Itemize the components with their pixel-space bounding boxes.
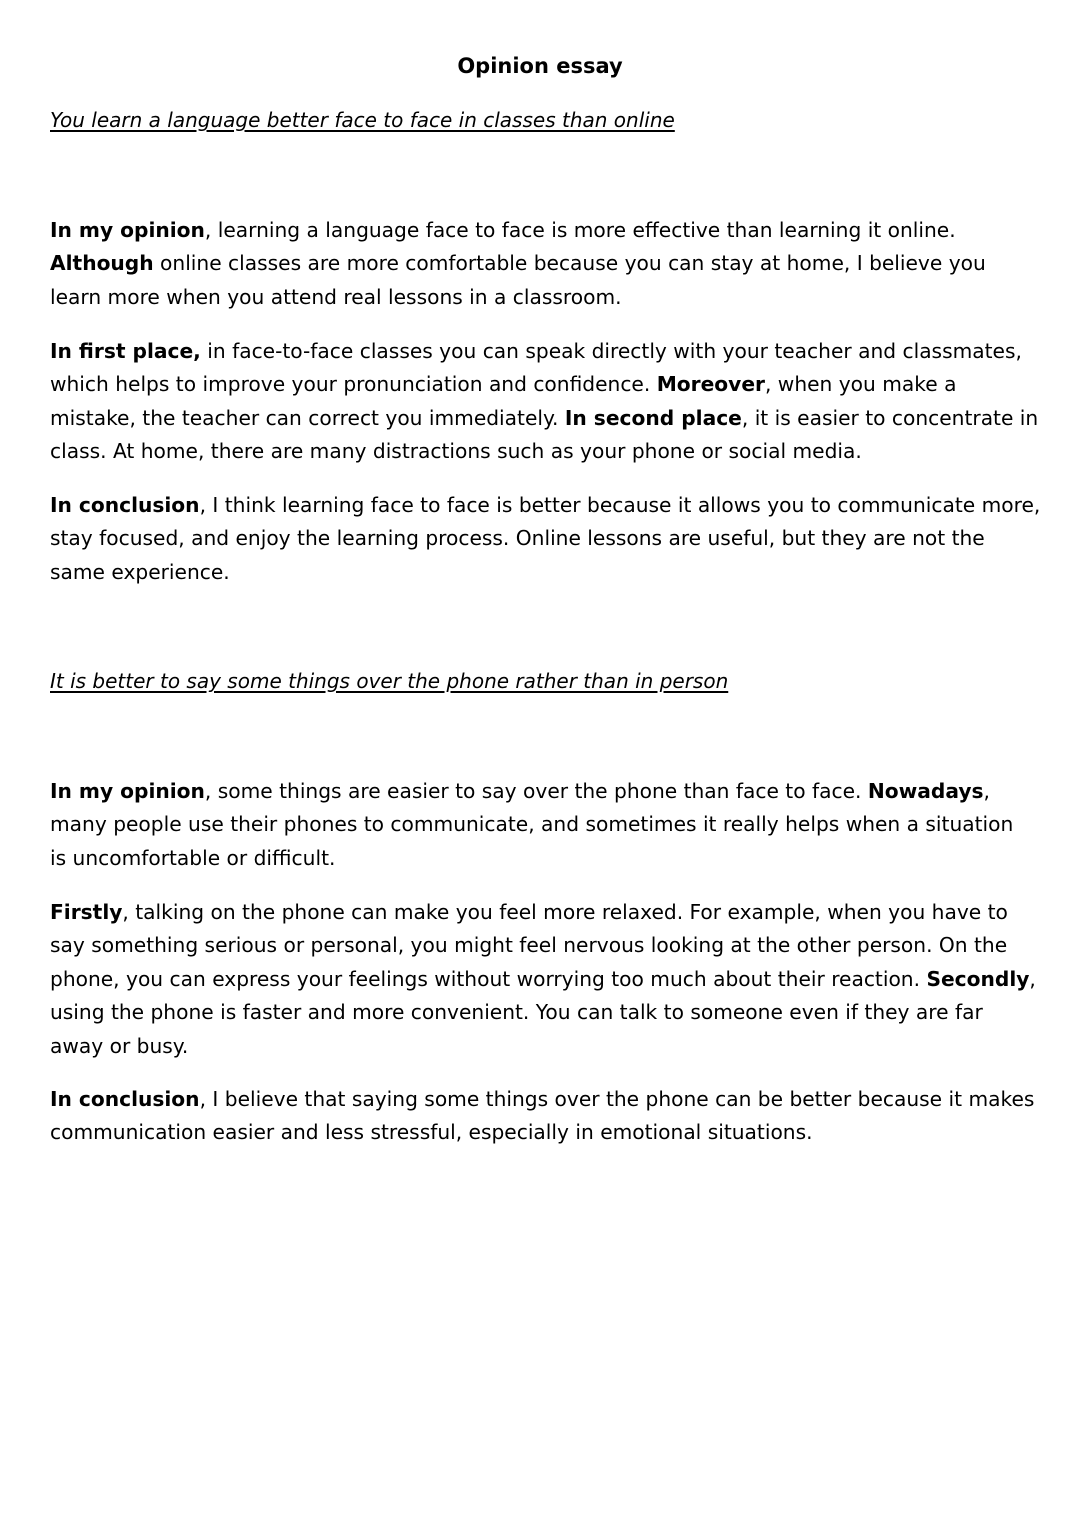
- text-line: [50, 1116, 1035, 1149]
- text-line: [50, 1083, 1035, 1116]
- text-line: [50, 368, 1035, 401]
- text-line: [50, 214, 1035, 247]
- line-text: , it is easier to concentrate in: [741, 405, 1039, 430]
- document-title: Opinion essay: [457, 54, 623, 78]
- bold-phrase: Secondly: [926, 966, 1030, 991]
- line-text: , talking on the phone can make you feel more relaxed. For example, when you have to: [122, 900, 1008, 924]
- text-line: [50, 281, 1035, 314]
- line-text: in face-to-face classes you can speak directly with your teacher and classmates,: [200, 339, 1022, 363]
- line-text: using the phone is faster and more convenient. You can talk to someone even if they are far: [50, 1000, 983, 1025]
- bold-phrase: Moreover: [656, 372, 765, 397]
- essay-1-paragraph-2: [50, 335, 1039, 469]
- text-line: [50, 1030, 1035, 1063]
- essay-1-prompt: You learn a language better face to face in classes than online: [50, 108, 675, 132]
- line-text: communication easier and less stressful, especially in emotional situations.: [50, 1120, 813, 1145]
- bold-phrase: Nowadays: [867, 779, 984, 803]
- line-text: class. At home, there are many distractions such as your phone or social media.: [50, 439, 862, 464]
- line-text: same experience.: [50, 559, 230, 584]
- text-line: [50, 775, 1035, 808]
- text-line: [50, 522, 1035, 555]
- line-text: many people use their phones to communicate, and sometimes it really helps when a situation: [50, 812, 1014, 837]
- text-line: [50, 896, 1035, 929]
- text-line: [50, 996, 1035, 1029]
- text-line: [50, 842, 1035, 875]
- bold-phrase: In conclusion: [50, 1087, 200, 1111]
- line-text: , learning a language face to face is more effective than learning it online.: [204, 218, 956, 242]
- text-line: [50, 402, 1039, 435]
- line-text: ,: [1029, 966, 1036, 991]
- essay-1-paragraph-3: [50, 489, 1041, 589]
- line-text: , I believe that saying some things over the phone can be better because it makes: [199, 1087, 1035, 1111]
- bold-phrase: In conclusion: [50, 493, 200, 517]
- line-text: say something serious or personal, you might feel nervous looking at the other person. On the: [50, 933, 1008, 958]
- text-line: [50, 335, 1035, 368]
- line-text: away or busy.: [50, 1033, 189, 1058]
- line-text: learn more when you attend real lessons in a classroom.: [50, 284, 622, 309]
- line-text: is uncomfortable or difficult.: [50, 845, 336, 870]
- text-line: [50, 808, 1035, 841]
- essay-2-paragraph-2: [50, 896, 1035, 1063]
- line-text: ,: [983, 779, 990, 803]
- line-text: , when you make a: [764, 372, 957, 397]
- essay-2-paragraph-1: [50, 775, 1035, 875]
- line-text: stay focused, and enjoy the learning process. Online lessons are useful, but they are not the: [50, 526, 985, 551]
- text-line: [50, 556, 1035, 589]
- essay-2-prompt: It is better to say some things over the phone rather than in person: [50, 669, 729, 693]
- line-text: which helps to improve your pronunciation and confidence.: [50, 372, 657, 397]
- essay-2-paragraph-3: [50, 1083, 1035, 1150]
- bold-phrase: In my opinion: [50, 779, 205, 803]
- line-text: phone, you can express your feelings without worrying too much about their reaction.: [50, 966, 927, 991]
- text-line: [50, 929, 1035, 962]
- text-line: [50, 963, 1035, 996]
- line-text: , some things are easier to say over the phone than face to face.: [204, 779, 868, 803]
- line-text: online classes are more comfortable because you can stay at home, I believe you: [153, 251, 986, 276]
- bold-phrase: In my opinion: [50, 218, 205, 242]
- bold-phrase: Firstly: [50, 900, 123, 924]
- bold-phrase: Although: [50, 251, 154, 276]
- bold-phrase: In second place: [564, 405, 742, 430]
- text-line: [50, 435, 1035, 468]
- line-text: , I think learning face to face is better because it allows you to communicate more,: [199, 493, 1041, 517]
- bold-phrase: In first place,: [50, 339, 201, 363]
- line-text: mistake, the teacher can correct you immediately.: [50, 405, 565, 430]
- text-line: [50, 489, 1041, 522]
- text-line: [50, 247, 1035, 280]
- essay-1-paragraph-1: [50, 214, 1035, 314]
